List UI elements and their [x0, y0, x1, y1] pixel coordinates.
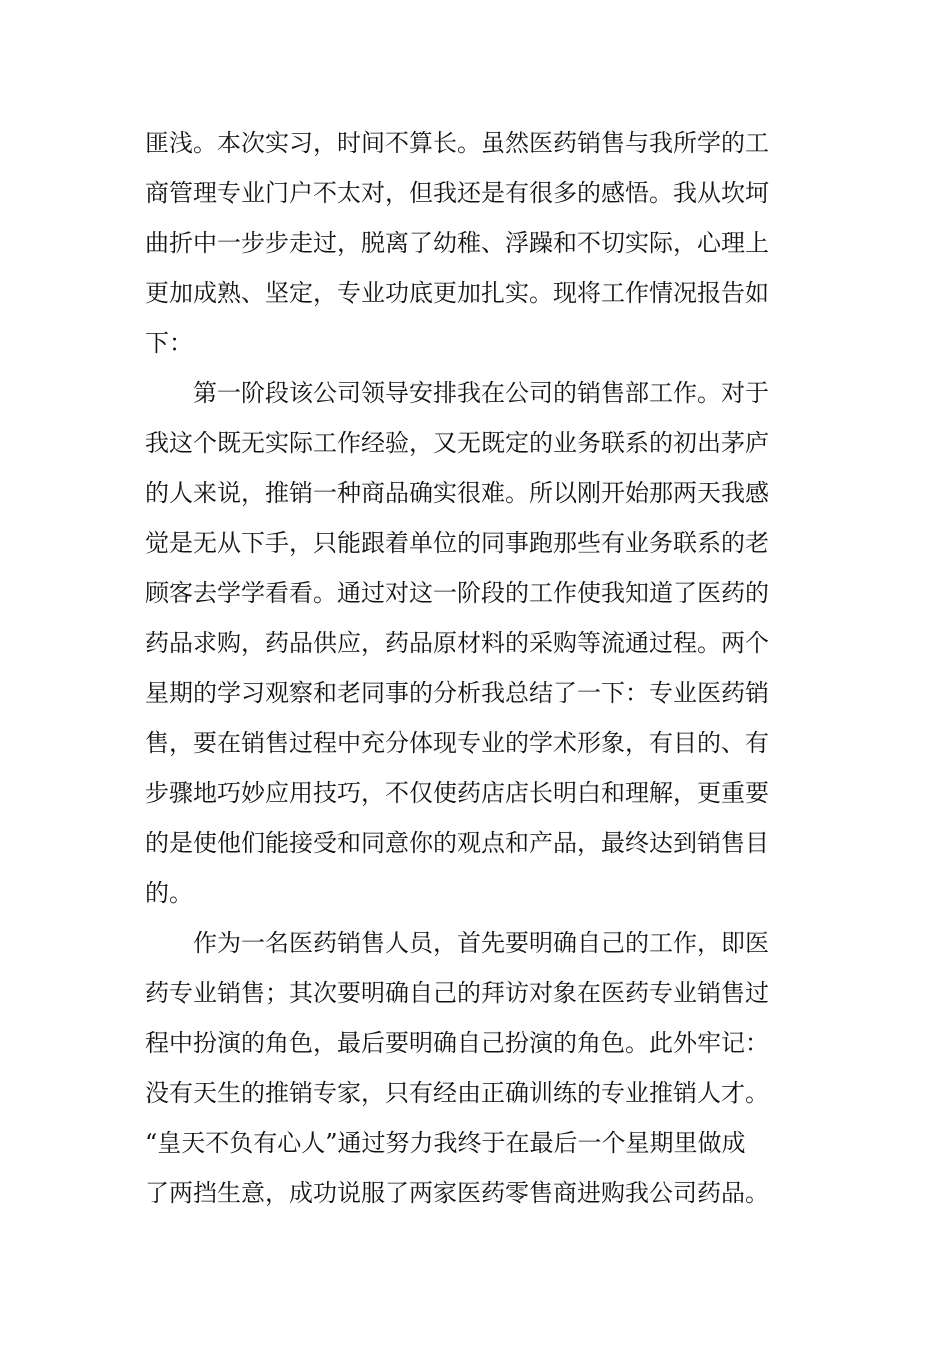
text-line: 药品求购，药品供应，药品原材料的采购等流通过程。两个	[145, 629, 769, 657]
text-line: 星期的学习观察和老同事的分析我总结了一下：专业医药销	[145, 679, 769, 707]
text-line: 步骤地巧妙应用技巧，不仅使药店店长明白和理解，更重要	[145, 779, 769, 807]
text-line: 的人来说，推销一种商品确实很难。所以刚开始那两天我感	[145, 479, 769, 507]
text-line: 售，要在销售过程中充分体现专业的学术形象，有目的、有	[145, 729, 769, 757]
text-line: 更加成熟、坚定，专业功底更加扎实。现将工作情况报告如	[145, 279, 769, 307]
text-line: 程中扮演的角色，最后要明确自己扮演的角色。此外牢记：	[145, 1029, 769, 1057]
text-line: 的。	[145, 879, 193, 907]
text-line: 顾客去学学看看。通过对这一阶段的工作使我知道了医药的	[145, 579, 769, 607]
paragraph-start-line: 作为一名医药销售人员，首先要明确自己的工作，即医	[193, 929, 769, 957]
text-line: 我这个既无实际工作经验，又无既定的业务联系的初出茅庐	[145, 429, 769, 457]
text-line: 商管理专业门户不太对，但我还是有很多的感悟。我从坎坷	[145, 179, 769, 207]
text-line: 下：	[145, 329, 193, 357]
text-line: 的是使他们能接受和同意你的观点和产品，最终达到销售目	[145, 829, 769, 857]
text-line: 匪浅。本次实习，时间不算长。虽然医药销售与我所学的工	[145, 129, 769, 157]
text-line: “皇天不负有心人”通过努力我终于在最后一个星期里做成	[145, 1129, 746, 1157]
body-text	[145, 118, 769, 1218]
text-line: 没有天生的推销专家，只有经由正确训练的专业推销人才。	[145, 1079, 769, 1107]
text-line: 了两挡生意，成功说服了两家医药零售商进购我公司药品。	[145, 1179, 769, 1207]
text-line: 觉是无从下手，只能跟着单位的同事跑那些有业务联系的老	[145, 529, 769, 557]
paragraph-start-line: 第一阶段该公司领导安排我在公司的销售部工作。对于	[193, 379, 769, 407]
text-line: 曲折中一步步走过，脱离了幼稚、浮躁和不切实际，心理上	[145, 229, 769, 257]
text-line: 药专业销售；其次要明确自己的拜访对象在医药专业销售过	[145, 979, 769, 1007]
